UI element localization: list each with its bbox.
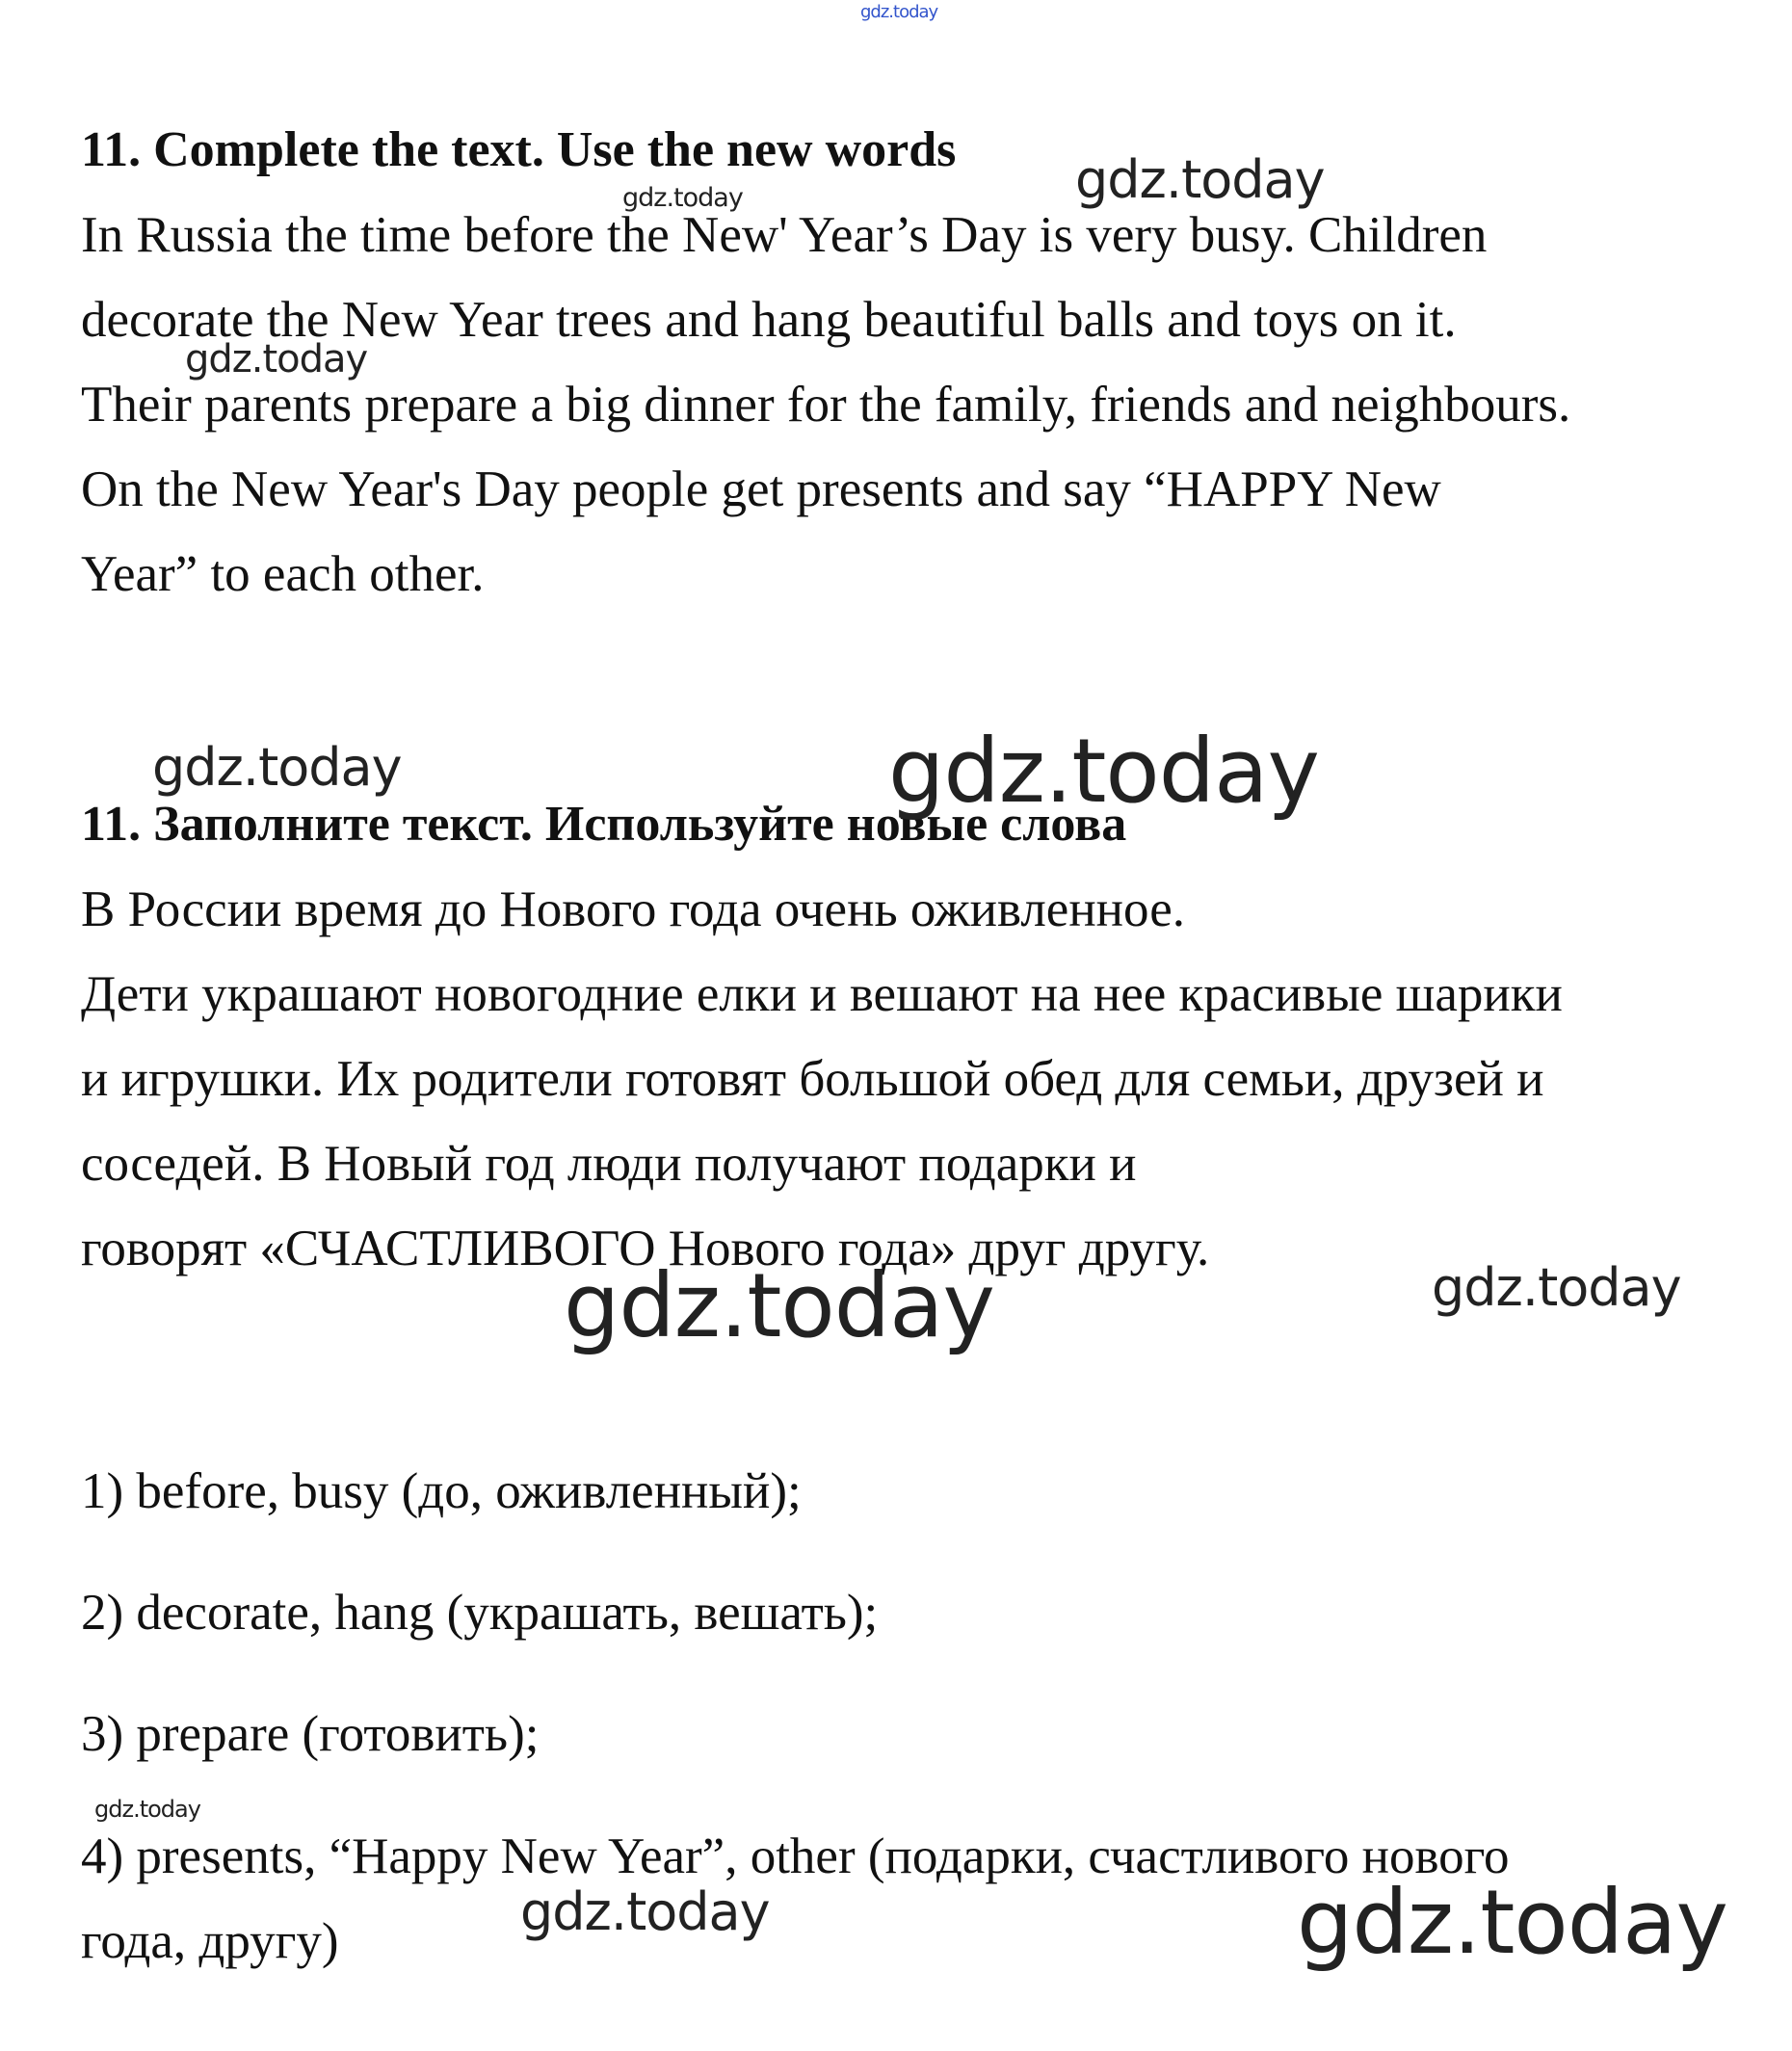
watermark: gdz.today: [564, 1254, 994, 1357]
watermark: gdz.today: [888, 720, 1319, 823]
answer-item-4: 4) presents, “Happy New Year”, other (подарки, счастливого нового: [81, 1828, 1510, 1884]
watermark: gdz.today: [520, 1881, 770, 1942]
english-heading: 11. Complete the text. Use the new words: [81, 122, 957, 177]
watermark: gdz.today: [622, 183, 743, 213]
answer-item-1: 1) before, busy (до, оживленный);: [81, 1463, 802, 1519]
english-line: In Russia the time before the New' Year’s Day is very busy. Children: [81, 207, 1488, 263]
watermark: gdz.today: [94, 1796, 200, 1823]
watermark: gdz.today: [1075, 149, 1325, 210]
english-line: On the New Year's Day people get presents and say “HAPPY New: [81, 461, 1441, 517]
russian-line: говорят «СЧАСТЛИВОГО Нового года» друг другу.: [81, 1221, 1210, 1276]
watermark: gdz.today: [1432, 1257, 1681, 1318]
russian-line: Дети украшают новогодние елки и вешают на нее красивые шарики: [81, 966, 1563, 1022]
watermark: gdz.today: [860, 2, 938, 22]
answer-item-2: 2) decorate, hang (украшать, вешать);: [81, 1585, 879, 1641]
english-paragraph: [81, 193, 1570, 617]
russian-line: соседей. В Новый год люди получают подарки и: [81, 1136, 1137, 1192]
watermark: gdz.today: [152, 737, 402, 798]
english-line: Their parents prepare a big dinner for the family, friends and neighbours.: [81, 377, 1571, 433]
english-line: Year” to each other.: [81, 546, 485, 602]
russian-paragraph: [81, 867, 1563, 1291]
russian-heading: 11. Заполните текст. Используйте новые слова: [81, 797, 1127, 852]
russian-line: В России время до Нового года очень оживленное.: [81, 881, 1185, 937]
english-line: decorate the New Year trees and hang beautiful balls and toys on it.: [81, 292, 1457, 348]
russian-line: и игрушки. Их родители готовят большой обед для семьи, друзей и: [81, 1051, 1544, 1107]
watermark: gdz.today: [1297, 1871, 1727, 1974]
answer-item-3: 3) prepare (готовить);: [81, 1706, 540, 1762]
watermark: gdz.today: [185, 337, 368, 381]
answer-item-4-continued: года, другу): [81, 1913, 339, 1969]
